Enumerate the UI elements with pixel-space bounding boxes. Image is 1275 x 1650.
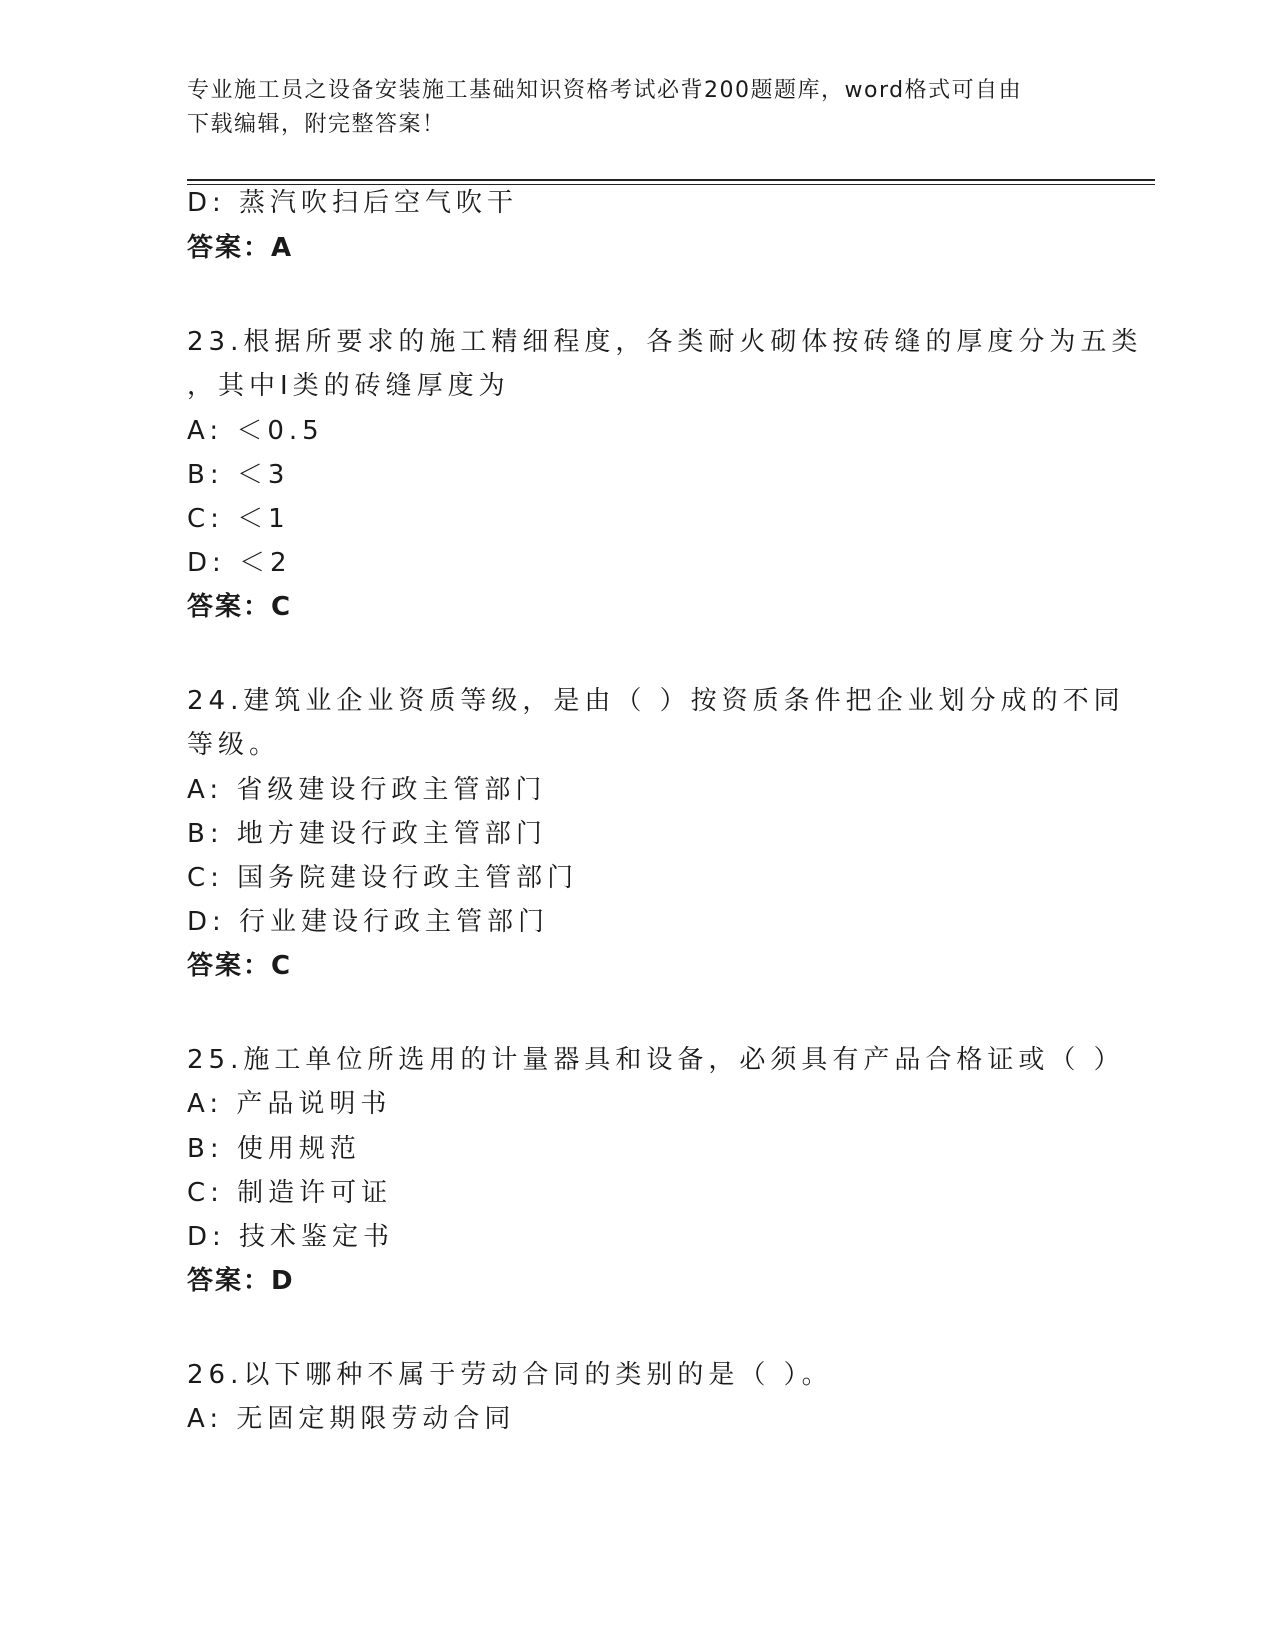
answer: 答案：A bbox=[187, 233, 294, 263]
question-23-option-c: C: ＜1 bbox=[187, 504, 290, 534]
question-24-stem-cont: 等级。 bbox=[187, 730, 281, 760]
option-d: D: 蒸汽吹扫后空气吹干 bbox=[187, 188, 519, 218]
question-24-option-b: B: 地方建设行政主管部门 bbox=[187, 819, 547, 849]
question-25-option-b: B: 使用规范 bbox=[187, 1134, 361, 1164]
header-line-1: 专业施工员之设备安装施工基础知识资格考试必背200题题库，word格式可自由 bbox=[187, 78, 1023, 103]
question-24-option-c: C: 国务院建设行政主管部门 bbox=[187, 863, 579, 893]
question-25-option-d: D: 技术鉴定书 bbox=[187, 1222, 395, 1252]
header-line-2: 下载编辑，附完整答案！ bbox=[187, 112, 446, 137]
question-25-answer: 答案：D bbox=[187, 1266, 295, 1296]
question-24-option-a: A: 省级建设行政主管部门 bbox=[187, 775, 547, 805]
question-23-option-a: A: ＜0.5 bbox=[187, 416, 324, 446]
question-25-option-c: C: 制造许可证 bbox=[187, 1178, 393, 1208]
question-24-answer: 答案：C bbox=[187, 951, 293, 981]
question-24-option-d: D: 行业建设行政主管部门 bbox=[187, 907, 550, 937]
question-24-stem: 24.建筑业企业资质等级，是由（ ）按资质条件把企业划分成的不同 bbox=[187, 686, 1125, 716]
question-26-option-a: A: 无固定期限劳动合同 bbox=[187, 1404, 516, 1434]
header-divider-thin bbox=[187, 184, 1155, 185]
question-26-stem: 26.以下哪种不属于劳动合同的类别的是（ ）。 bbox=[187, 1360, 833, 1390]
question-23-stem: 23.根据所要求的施工精细程度，各类耐火砌体按砖缝的厚度分为五类 bbox=[187, 327, 1143, 357]
question-23-answer: 答案：C bbox=[187, 592, 293, 622]
header-divider-thick bbox=[187, 179, 1155, 181]
question-25-stem: 25.施工单位所选用的计量器具和设备，必须具有产品合格证或（ ） bbox=[187, 1045, 1125, 1075]
question-23-option-b: B: ＜3 bbox=[187, 460, 290, 490]
question-23-option-d: D: ＜2 bbox=[187, 548, 292, 578]
document-header bbox=[187, 74, 1067, 142]
question-25-option-a: A: 产品说明书 bbox=[187, 1089, 392, 1119]
question-23-stem-cont: ，其中Ⅰ类的砖缝厚度为 bbox=[187, 371, 510, 401]
